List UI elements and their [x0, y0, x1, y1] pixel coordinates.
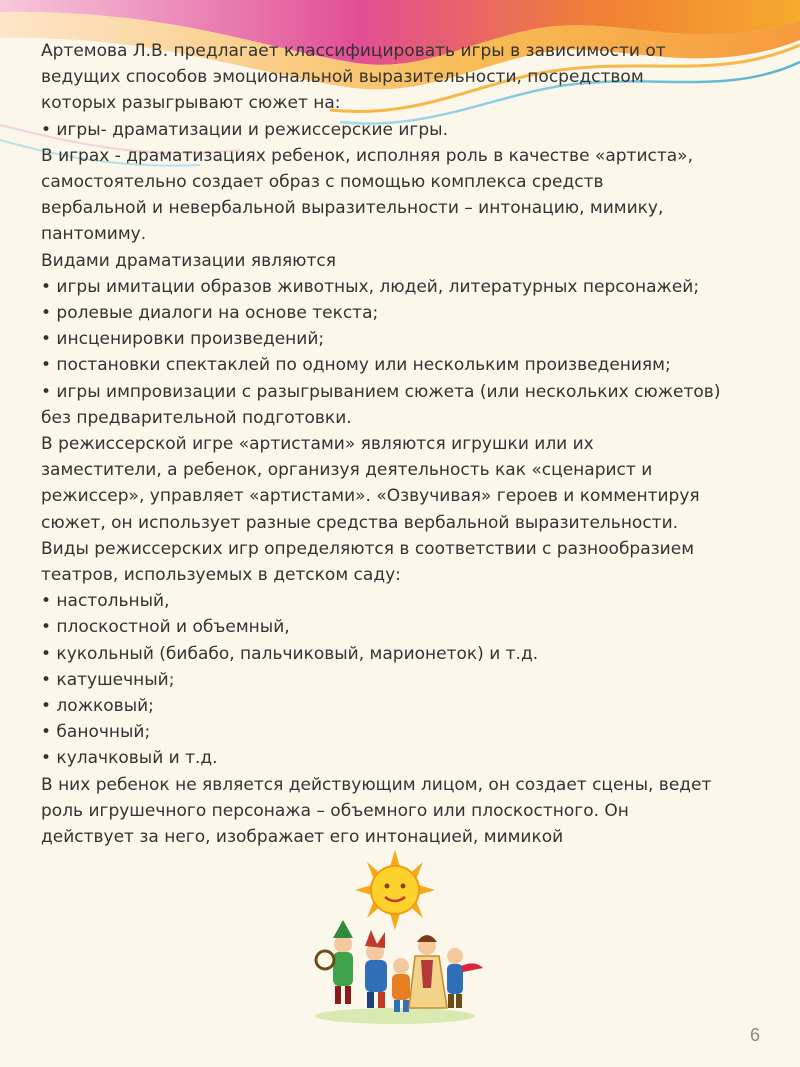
text-line: • плоскостной и объемный, — [41, 617, 290, 638]
text-line: которых разыгрывают сюжет на: — [41, 93, 341, 114]
text-line: самостоятельно создает образ с помощью комплекса средств — [41, 172, 604, 193]
text-line: • инсценировки произведений; — [41, 329, 325, 350]
text-line: • баночный; — [41, 722, 151, 743]
text-line: Артемова Л.В. предлагает классифицировать игры в зависимости от — [41, 41, 666, 61]
text-line: В играх - драматизациях ребенок, исполняя роль в качестве «артиста», — [41, 145, 693, 166]
text-line: • кукольный (бибабо, пальчиковый, марионеток) и т.д. — [41, 643, 539, 664]
text-line: режиссер», управляет «артистами». «Озвучивая» героев и комментируя — [41, 486, 700, 507]
text-line: • игры имитации образов животных, людей, литературных персонажей; — [41, 276, 700, 297]
text-line: • катушечный; — [41, 669, 175, 690]
text-line: театров, используемых в детском саду: — [41, 565, 401, 586]
text-line: • постановки спектаклей по одному или нескольким произведениям; — [41, 355, 671, 376]
text-line: • игры- драматизации и режиссерские игры. — [41, 119, 448, 140]
sun-icon — [355, 850, 435, 930]
text-line: • настольный, — [41, 591, 170, 612]
text-line: Видами драматизации являются — [41, 250, 336, 271]
puppet-figures — [315, 920, 483, 1024]
text-line: сюжет, он использует разные средства вербальной выразительности. — [41, 512, 679, 533]
text-line: Виды режиссерских игр определяются в соответствии с разнообразием — [41, 538, 695, 559]
text-line: вербальной и невербальной выразительности – интонацию, мимику, — [41, 198, 664, 219]
sun-and-puppets-illustration — [305, 848, 485, 1028]
text-line: • ролевые диалоги на основе текста; — [41, 303, 379, 324]
text-line: без предварительной подготовки. — [41, 407, 352, 428]
text-line: пантомиму. — [41, 224, 147, 245]
text-line: ведущих способов эмоциональной выразительности, посредством — [41, 67, 644, 88]
text-line: • игры импровизации с разыгрыванием сюжета (или нескольких сюжетов) — [41, 381, 721, 402]
text-line: • ложковый; — [41, 696, 154, 717]
text-line: В них ребенок не является действующим лицом, он создает сцены, ведет — [41, 774, 712, 795]
body-text — [41, 38, 781, 850]
text-line: • кулачковый и т.д. — [41, 748, 218, 769]
page-number: 6 — [749, 1025, 760, 1045]
text-line: В режиссерской игре «артистами» являются игрушки или их — [41, 434, 594, 455]
text-line: заместители, а ребенок, организуя деятельность как «сценарист и — [41, 460, 653, 481]
text-line: действует за него, изображает его интонацией, мимикой — [41, 827, 564, 848]
text-line: роль игрушечного персонажа – объемного или плоскостного. Он — [41, 800, 629, 821]
